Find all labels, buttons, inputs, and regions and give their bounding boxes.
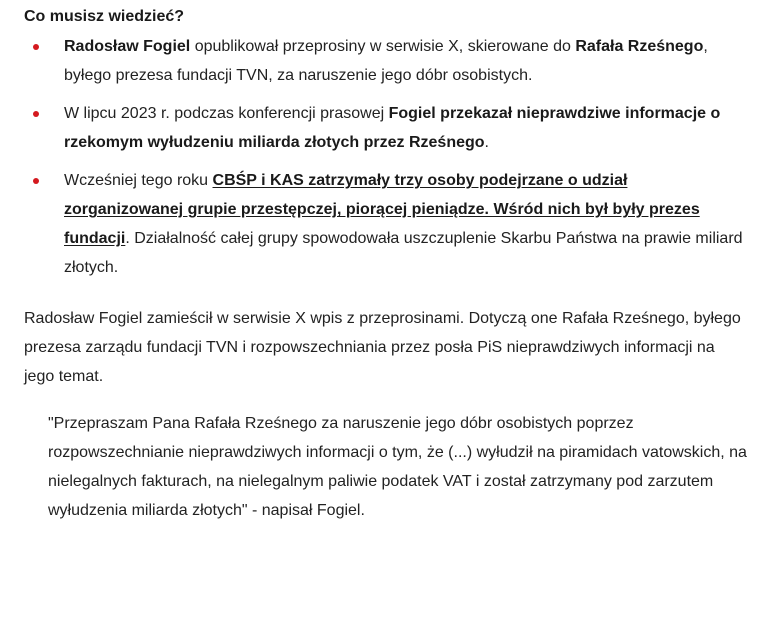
summary-item-3 xyxy=(24,166,748,282)
person-name-rzesny: Rafała Rześnego xyxy=(575,38,704,55)
item-text: Wcześniej tego roku xyxy=(64,172,213,189)
bullet-icon xyxy=(33,111,39,117)
item-text: W lipcu 2023 r. podczas konferencji prasowej xyxy=(64,105,389,122)
related-article-link[interactable]: CBŚP i KAS zatrzymały trzy osoby podejrzane o udział zorganizowanej grupie przestępczej, piorącej pieniądze. Wśród nich był były prezes fundacji xyxy=(64,172,700,247)
item-text: . Działalność całej grupy spowodowała uszczuplenie Skarbu Państwa na prawie miliard złotych. xyxy=(64,230,743,276)
lead-paragraph: Radosław Fogiel zamieścił w serwisie X wpis z przeprosinami. Dotyczą one Rafała Rześnego, byłego prezesa zarządu fundacji TVN i rozpowszechniania przez posła PiS nieprawdziwych informacji na jego temat. xyxy=(24,310,741,385)
summary-item-2 xyxy=(24,99,748,157)
summary-list xyxy=(24,32,748,282)
item-text: . xyxy=(484,134,489,151)
summary-item-1 xyxy=(24,32,748,90)
quote-block: "Przepraszam Pana Rafała Rześnego za naruszenie jego dóbr osobistych poprzez rozpowszechnianie nieprawdziwych informacji o tym, że (...) wyłudził na piramidach vatowskich, na nielegalnych fakturach, na nielegalnym paliwie podatek VAT i został zatrzymany pod zarzutem wyłudzenia miliarda złotych" - napisał Fogiel. xyxy=(48,415,747,519)
bullet-icon xyxy=(33,178,39,184)
item-text: , byłego prezesa fundacji TVN, za naruszenie jego dóbr osobistych. xyxy=(64,38,708,84)
item-bold-text: Fogiel przekazał nieprawdziwe informacje o rzekomym wyłudzeniu miliarda złotych przez Rześnego xyxy=(64,105,721,151)
item-text: opublikował przeprosiny w serwisie X, skierowane do xyxy=(190,38,576,55)
person-name-fogiel: Radosław Fogiel xyxy=(64,38,191,55)
bullet-icon xyxy=(33,44,39,50)
summary-heading: Co musisz wiedzieć? xyxy=(24,8,185,25)
